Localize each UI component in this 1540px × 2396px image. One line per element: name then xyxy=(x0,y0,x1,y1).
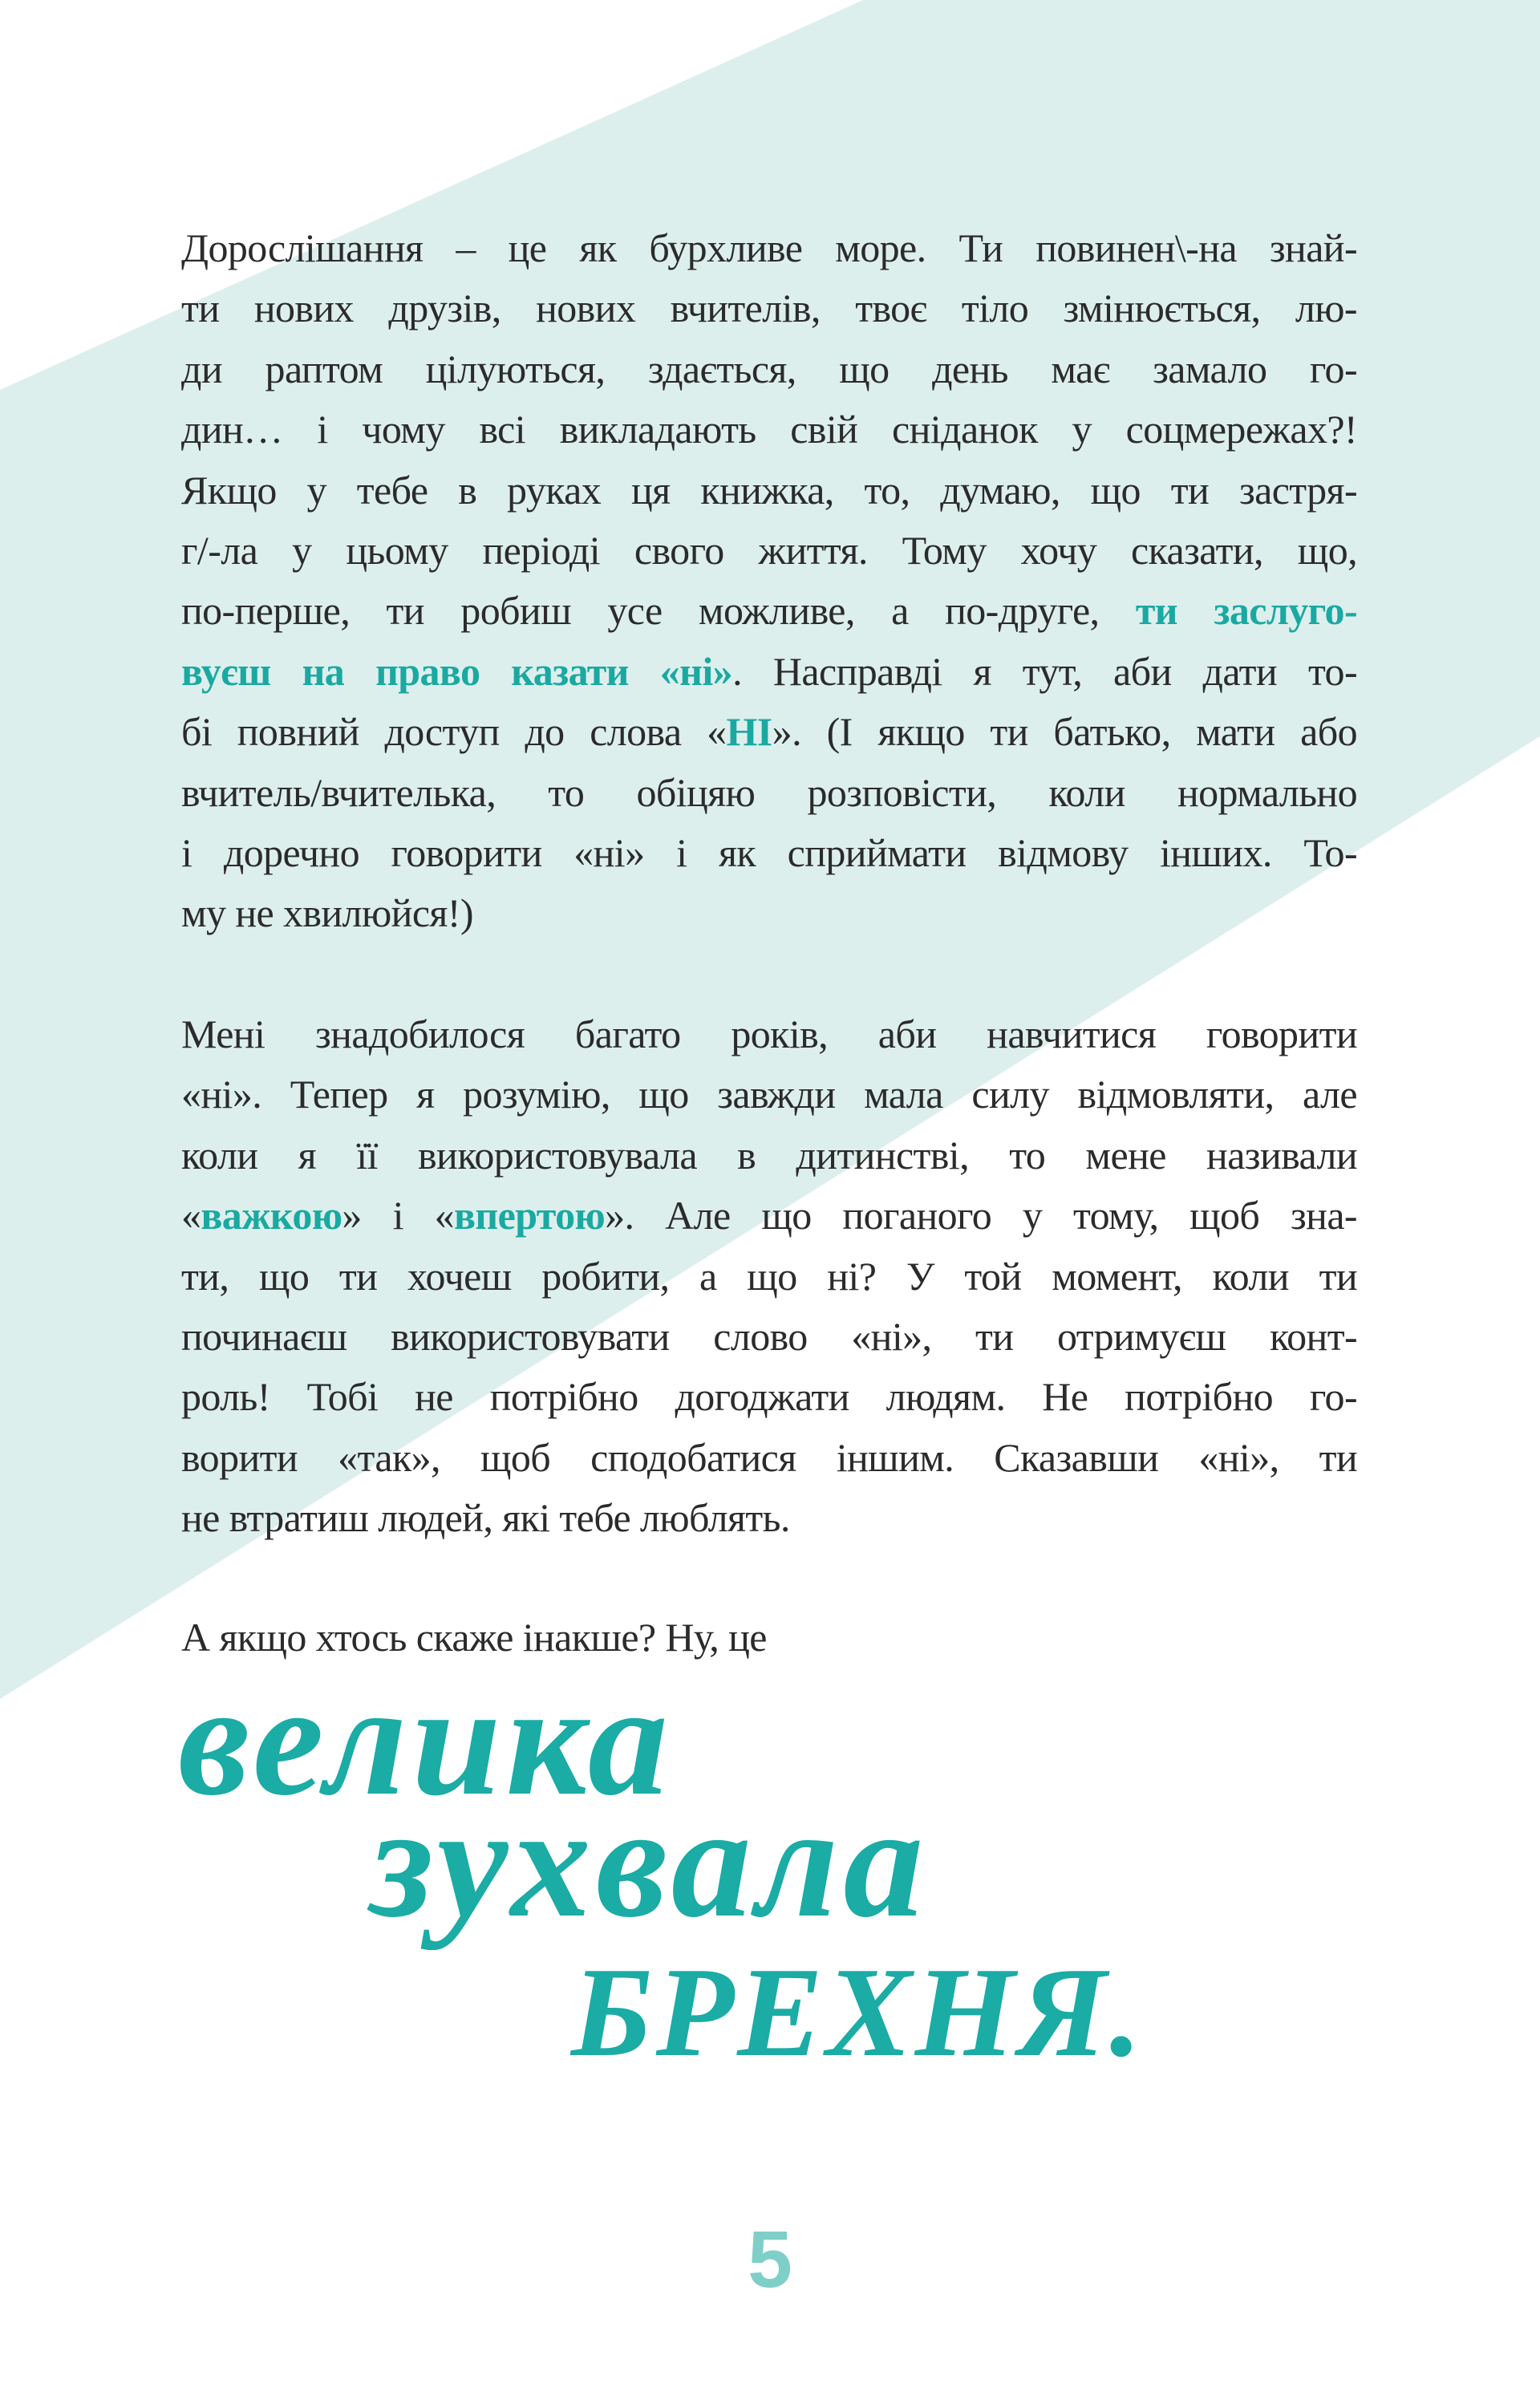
highlighted-text: НІ xyxy=(726,709,772,755)
headline-line-2: зухвала xyxy=(371,1774,929,1951)
text-line xyxy=(181,399,1357,460)
text-segment: Якщо у тебе в руках ця книжка, то, думаю, що ти застря- xyxy=(181,467,1357,513)
text-segment: ». Але що поганого у тому, щоб зна- xyxy=(605,1193,1357,1239)
text-line xyxy=(181,883,1357,943)
page-number: 5 xyxy=(748,2215,792,2305)
text-line xyxy=(181,1428,1357,1488)
text-line xyxy=(181,823,1357,883)
text-segment: му не хвилюйся!) xyxy=(181,890,473,936)
headline-line-1: велика xyxy=(178,1652,673,1829)
text-segment: по-перше, ти робиш усе можливе, а по-друге, xyxy=(181,588,1136,634)
text-segment: ». (І якщо ти батько, мати або xyxy=(772,709,1357,755)
text-line xyxy=(181,1488,1357,1548)
headline-line-3: БРЕХНЯ. xyxy=(571,1940,1145,2083)
text-line xyxy=(181,1247,1357,1307)
text-segment: дин… і чому всі викладають свій сніданок у соцмережах?! xyxy=(181,407,1357,452)
text-line xyxy=(181,581,1357,641)
highlighted-text: вуєш на право казати «ні» xyxy=(181,648,733,694)
text-line xyxy=(181,278,1357,339)
text-segment: Мені знадобилося багато років, аби навчитися говорити xyxy=(181,1012,1357,1056)
text-line xyxy=(181,763,1357,823)
text-line xyxy=(181,702,1357,762)
text-line xyxy=(181,339,1357,399)
text-line xyxy=(181,521,1357,581)
text-segment: роль! Тобі не потрібно догоджати людям. Не потрібно го- xyxy=(181,1374,1357,1420)
text-segment: і доречно говорити «ні» і як сприймати відмову інших. То- xyxy=(181,829,1357,875)
text-line xyxy=(181,460,1357,521)
text-line xyxy=(181,218,1357,278)
text-segment: вчитель/вчителька, то обіцяю розповісти, коли нормально xyxy=(181,769,1357,815)
text-segment: коли я її використовувала в дитинстві, то мене називали xyxy=(181,1132,1357,1178)
text-segment: «ні». Тепер я розумію, що завжди мала силу відмовляти, але xyxy=(181,1072,1357,1117)
text-segment: ти, що ти хочеш робити, а що ні? У той момент, коли ти xyxy=(181,1253,1357,1299)
text-segment: ди раптом цілуються, здається, що день має замало го- xyxy=(181,346,1357,391)
text-segment: ти нових друзів, нових вчителів, твоє тіло змінюється, лю- xyxy=(181,286,1357,331)
text-segment: починаєш використовувати слово «ні», ти отримуєш конт- xyxy=(181,1313,1357,1359)
paragraph-intro xyxy=(181,218,1357,944)
text-line xyxy=(181,1125,1357,1186)
text-segment: ворити «так», щоб сподобатися іншим. Сказавши «ні», ти xyxy=(181,1434,1357,1480)
text-line xyxy=(181,1064,1357,1125)
text-segment: . Насправді я тут, аби дати то- xyxy=(732,648,1357,694)
highlighted-text: важкою xyxy=(201,1193,342,1239)
text-segment: бі повний доступ до слова « xyxy=(181,709,727,755)
highlighted-text: впертою xyxy=(454,1193,606,1239)
text-segment: г/-ла у цьому періоді свого життя. Тому хочу сказати, що, xyxy=(181,527,1357,573)
paragraph-saying-no xyxy=(181,1004,1357,1549)
text-segment: А якщо хтось скаже інакше? Ну, це xyxy=(181,1615,767,1660)
text-line xyxy=(181,1186,1357,1246)
text-line xyxy=(181,1004,1357,1064)
text-segment: » і « xyxy=(342,1193,455,1239)
text-segment: не втратиш людей, які тебе люблять. xyxy=(181,1495,790,1541)
text-line xyxy=(181,1307,1357,1367)
text-line xyxy=(181,642,1357,702)
highlighted-text: ти заслуго- xyxy=(1135,588,1357,634)
text-line xyxy=(181,1367,1357,1427)
text-segment: Дорослішання – це як бурхливе море. Ти повинен\-на знай- xyxy=(181,225,1357,270)
text-segment: « xyxy=(181,1193,201,1239)
